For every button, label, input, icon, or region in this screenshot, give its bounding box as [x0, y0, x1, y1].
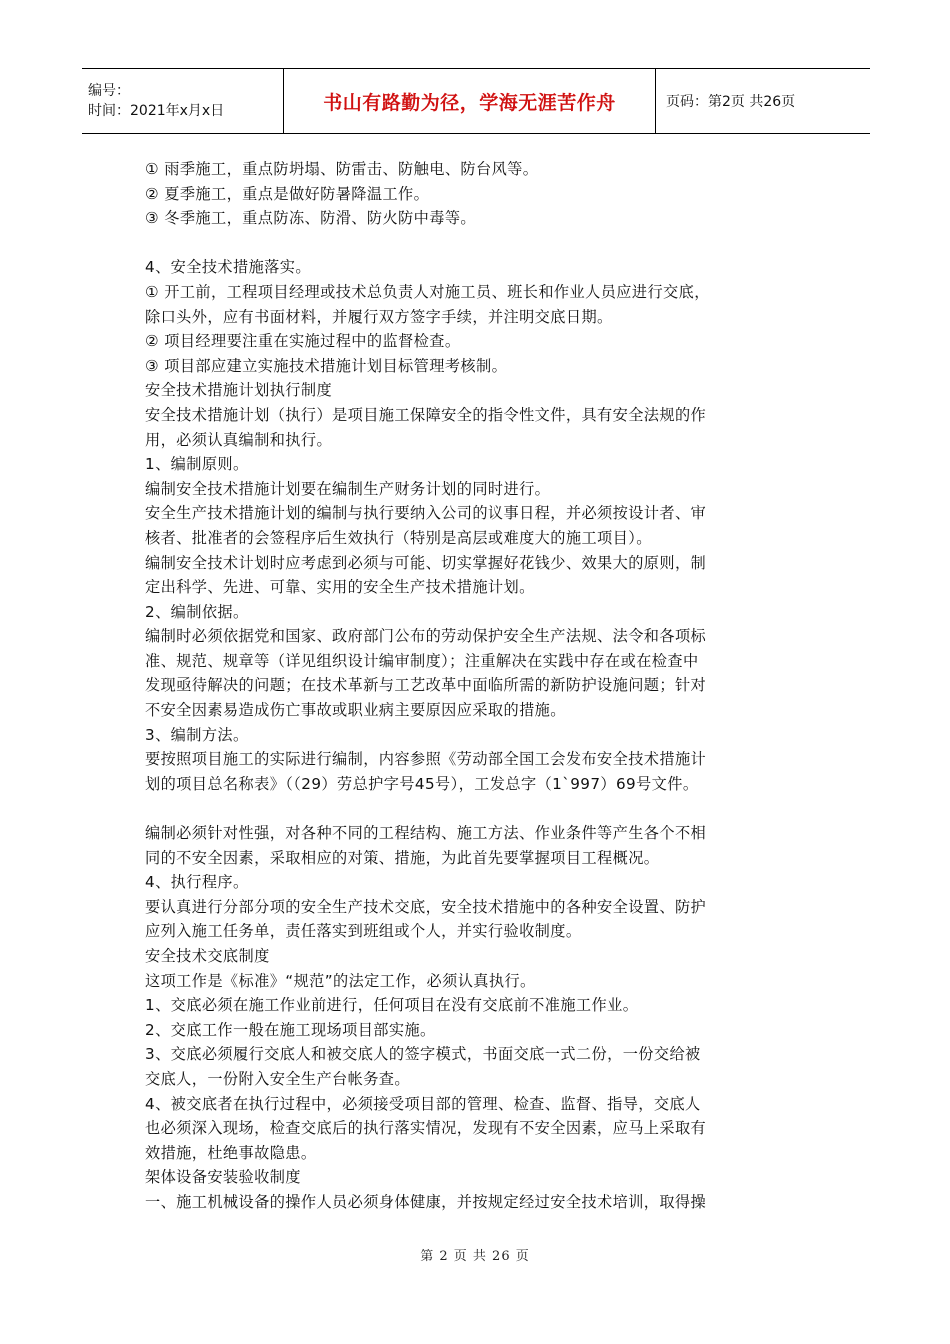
body-line: 编制时必须依据党和国家、政府部门公布的劳动保护安全生产法规、法令和各项标 — [145, 627, 707, 646]
header-page-cell — [656, 69, 870, 133]
body-line: 编制安全技术计划时应考虑到必须与可能、切实掌握好花钱少、效果大的原则，制 — [145, 553, 707, 572]
body-line: 划的项目总名称表》（（29）劳总护字号45号），工发总字（1`997）69号文件。 — [145, 774, 699, 793]
body-line: 4、安全技术措施落实。 — [145, 258, 311, 277]
body-line: 编制必须针对性强，对各种不同的工程结构、施工方法、作业条件等产生各个不相 — [145, 824, 707, 843]
body-line: 核者、批准者的会签程序后生效执行（特别是高层或难度大的施工项目）。 — [145, 528, 652, 547]
body-line: 除口头外，应有书面材料，并履行双方签字手续，并注明交底日期。 — [145, 307, 613, 326]
body-line: 要按照项目施工的实际进行编制，内容参照《劳动部全国工会发布安全技术措施计 — [145, 750, 707, 769]
body-line: 3、编制方法。 — [145, 725, 249, 744]
body-line: 应列入施工任务单，责任落实到班组或个人，并实行验收制度。 — [145, 922, 582, 941]
document-body — [145, 157, 815, 1215]
body-line: 一、施工机械设备的操作人员必须身体健康，并按规定经过安全技术培训，取得操 — [145, 1192, 707, 1211]
body-line: 要认真进行分部分项的安全生产技术交底，安全技术措施中的各种安全设置、防护 — [145, 897, 707, 916]
body-line: 安全生产技术措施计划的编制与执行要纳入公司的议事日程，并必须按设计者、审 — [145, 504, 707, 523]
body-line: ③ 项目部应建立实施技术措施计划目标管理考核制。 — [145, 356, 508, 375]
body-line: 效措施，杜绝事故隐患。 — [145, 1143, 317, 1162]
header-table — [82, 68, 870, 134]
header-motto: 书山有路勤为径，学海无涯苦作舟 — [323, 91, 616, 114]
body-line: ① 雨季施工，重点防坍塌、防雷击、防触电、防台风等。 — [145, 160, 539, 178]
body-line: 这项工作是《标准》“规范”的法定工作，必须认真执行。 — [145, 971, 536, 990]
body-line: 不安全因素易造成伤亡事故或职业病主要原因应采取的措施。 — [145, 701, 566, 720]
body-line: 4、被交底者在执行过程中，必须接受项目部的管理、检查、监督、指导，交底人 — [145, 1094, 701, 1113]
body-line: 定出科学、先进、可靠、实用的安全生产技术措施计划。 — [145, 578, 535, 597]
document-date-label: 时间：2021年x月x日 — [88, 103, 225, 119]
blank-line — [145, 231, 815, 256]
header-meta-cell — [82, 69, 284, 133]
header-page-label: 页码：第2页 共26页 — [666, 94, 796, 110]
header-motto-cell — [284, 69, 656, 133]
body-line: 4、执行程序。 — [145, 873, 249, 892]
body-line: 安全技术措施计划（执行）是项目施工保障安全的指令性文件，具有安全法规的作 — [145, 405, 707, 424]
body-line: 编制安全技术措施计划要在编制生产财务计划的同时进行。 — [145, 479, 551, 498]
body-line: 2、交底工作一般在施工现场项目部实施。 — [145, 1020, 436, 1039]
body-line: ③ 冬季施工，重点防冻、防滑、防火防中毒等。 — [145, 209, 476, 228]
body-line: 架体设备安装验收制度 — [145, 1168, 301, 1187]
document-number-label: 编号： — [88, 83, 130, 99]
body-line: 3、交底必须履行交底人和被交底人的签字模式，书面交底一式二份，一份交给被 — [145, 1045, 701, 1064]
body-line: 安全技术交底制度 — [145, 947, 270, 965]
body-line: 准、规范、规章等（详见组织设计编审制度）；注重解决在实践中存在或在检查中 — [145, 651, 699, 670]
page-footer: 第 2 页 共 26 页 — [420, 1249, 530, 1264]
body-line: 用，必须认真编制和执行。 — [145, 430, 333, 449]
body-line: 同的不安全因素，采取相应的对策、措施，为此首先要掌握项目工程概况。 — [145, 848, 660, 867]
body-line: 交底人，一份附入安全生产台帐务查。 — [145, 1069, 410, 1088]
body-line: 2、编制依据。 — [145, 602, 249, 621]
body-line: 1、编制原则。 — [145, 455, 249, 474]
body-line: 也必须深入现场，检查交底后的执行落实情况，发现有不安全因素，应马上采取有 — [145, 1119, 707, 1138]
body-line: 发现亟待解决的问题；在技术革新与工艺改革中面临所需的新防护设施问题；针对 — [145, 676, 707, 695]
body-line: ① 开工前，工程项目经理或技术总负责人对施工员、班长和作业人员应进行交底， — [145, 282, 710, 301]
body-line: ② 项目经理要注重在实施过程中的监督检查。 — [145, 332, 461, 351]
blank-line — [145, 796, 815, 821]
body-line: 1、交底必须在施工作业前进行，任何项目在没有交底前不准施工作业。 — [145, 996, 639, 1015]
body-line: 安全技术措施计划执行制度 — [145, 381, 333, 400]
body-line: ② 夏季施工，重点是做好防暑降温工作。 — [145, 184, 430, 203]
